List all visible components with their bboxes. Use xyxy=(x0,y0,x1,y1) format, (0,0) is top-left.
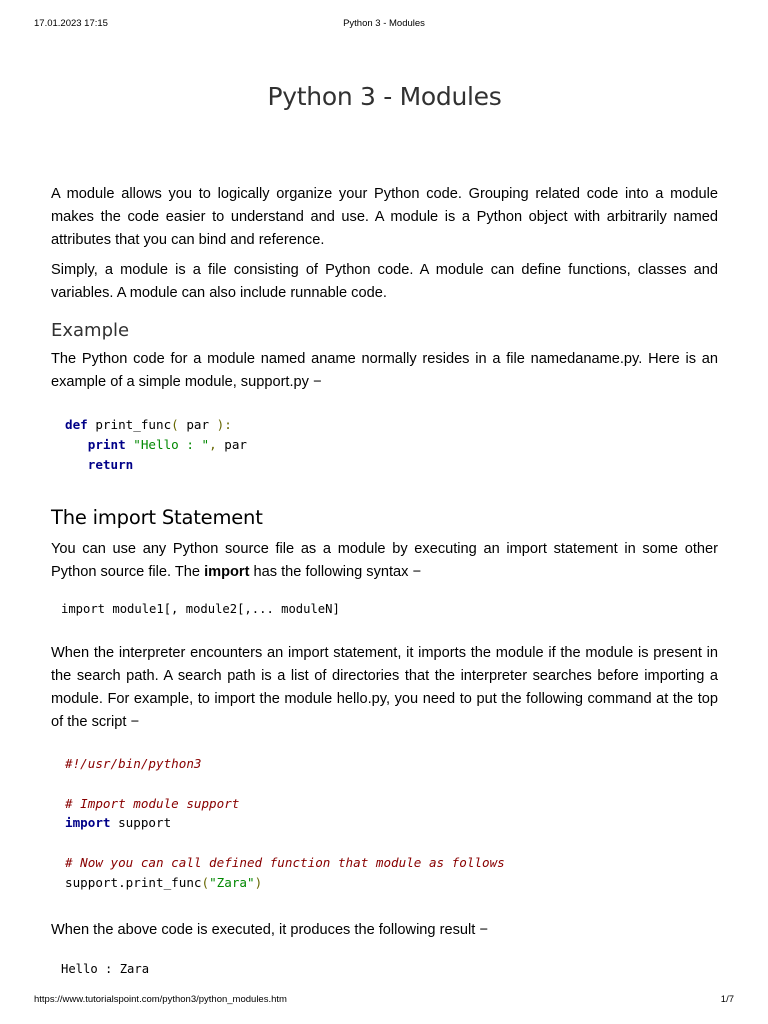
print-url: https://www.tutorialspoint.com/python3/python_modules.htm xyxy=(34,994,287,1005)
code-block-import xyxy=(65,754,505,893)
code-comment: #!/usr/bin/python3 xyxy=(65,756,202,771)
code-keyword: return xyxy=(87,456,134,472)
print-page-title: Python 3 - Modules xyxy=(343,18,425,29)
code-punct: ( xyxy=(171,417,179,432)
code-comment: # Import module support xyxy=(65,795,240,811)
interpreter-paragraph: When the interpreter encounters an import statement, it imports the module if the module is present in the search path. A search path is a list of directories that the interpreter searches before importing a module. For example, to import the module hello.py, you need to put the following command at the top of the script − xyxy=(51,645,718,730)
example-heading: Example xyxy=(51,320,130,341)
intro-paragraph-2: Simply, a module is a file consisting of Python code. A module can define functions, classes and variables. A module can also include runnable code. xyxy=(51,262,718,301)
print-page-number: 1/7 xyxy=(720,994,734,1005)
import-syntax: import module1[, module2[,... moduleN] xyxy=(61,602,340,616)
result-paragraph: When the above code is executed, it produces the following result − xyxy=(51,922,488,938)
code-punct: ( xyxy=(201,874,210,890)
code-text: print_func xyxy=(87,417,172,432)
import-heading: The import Statement xyxy=(51,506,263,529)
code-keyword: import xyxy=(65,815,111,831)
code-string: "Zara" xyxy=(209,874,255,890)
code-text: support.print_func xyxy=(65,874,202,890)
text-run: You can use any Python source file as a module by executing an import statement in some other Python source file. The xyxy=(51,541,718,580)
code-text: support xyxy=(110,815,172,831)
code-comment: # Now you can call defined function that module as follows xyxy=(65,854,505,870)
page-title: Python 3 - Modules xyxy=(267,82,502,111)
code-keyword: def xyxy=(65,417,88,432)
intro-paragraph-1: A module allows you to logically organize your Python code. Grouping related code into a module makes the code easier to understand and use. A module is a Python object with arbitrarily named attributes that you can bind and reference. xyxy=(51,186,718,248)
text-run: has the following syntax − xyxy=(249,564,422,580)
code-string: "Hello : " xyxy=(133,436,210,452)
code-text: par xyxy=(216,436,248,452)
example-paragraph: The Python code for a module named aname normally resides in a file namedaname.py. Here is an example of a simple module, support.py − xyxy=(51,351,718,390)
print-datetime: 17.01.2023 17:15 xyxy=(34,18,108,29)
code-keyword: print xyxy=(87,436,126,452)
code-punct: , xyxy=(209,436,217,452)
code-output: Hello : Zara xyxy=(61,962,150,976)
bold-keyword: import xyxy=(204,564,250,580)
code-punct: ): xyxy=(216,417,232,432)
code-text: par xyxy=(178,417,217,432)
import-paragraph xyxy=(51,538,718,584)
code-block-support xyxy=(65,415,247,474)
code-punct: ) xyxy=(254,874,263,890)
